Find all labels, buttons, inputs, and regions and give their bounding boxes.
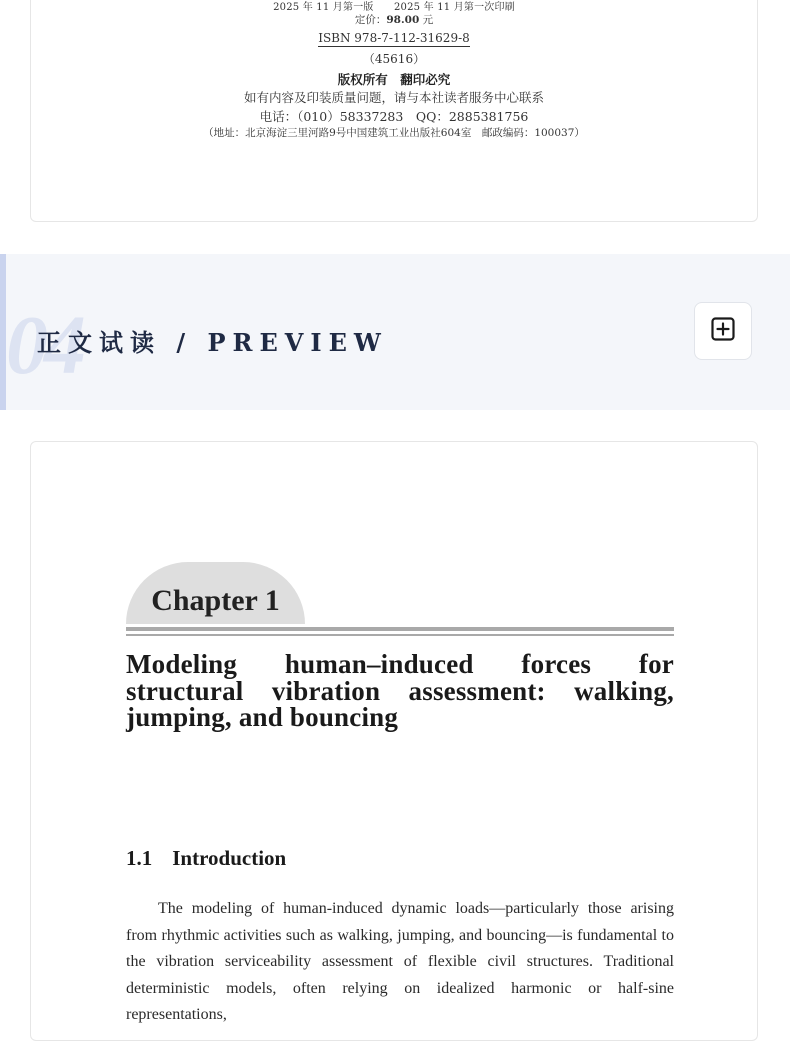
- section-number: 04: [6, 299, 82, 392]
- contact-notice: 如有内容及印装质量问题，请与本社读者服务中心联系: [243, 90, 544, 105]
- copyright-card: [30, 0, 758, 222]
- section-title: 正文试读 / PREVIEW: [37, 328, 388, 357]
- preview-page: [30, 441, 758, 1041]
- price-line: [31, 12, 757, 27]
- edition-line: 2025 年 11 月第一版 2025 年 11 月第一次印刷: [273, 2, 515, 13]
- rights-notice: 版权所有 翻印必究: [337, 72, 451, 87]
- section-heading-number: 1.1: [126, 846, 153, 870]
- isbn-line: [31, 31, 757, 45]
- expand-button[interactable]: [694, 302, 752, 360]
- section-heading: [126, 845, 286, 871]
- chapter-rule-thick: [126, 627, 674, 631]
- chapter-rule-thin: [126, 634, 674, 636]
- body-paragraph: The modeling of human-induced dynamic loads—particularly those arising from rhythmic activities such as walking, jumping, and bouncing—is fundamental to the vibration serviceability assessment of flexible civil structures. Traditional deterministic models, often relying on idealized harmonic or half-sine representations,: [126, 900, 674, 1023]
- price-label: 定价：: [354, 14, 387, 26]
- plus-square-icon: [710, 316, 736, 346]
- section-heading-title: Introduction: [172, 846, 287, 870]
- isbn: ISBN 978-7-112-31629-8: [318, 31, 470, 45]
- address-line: （地址：北京海淀三里河路9号中国建筑工业出版社604室 邮政编码：100037）: [203, 127, 585, 139]
- price-unit: 元: [419, 14, 434, 26]
- section-header: [0, 254, 790, 410]
- chapter-title: Modeling human–induced forces for structural vibration assessment: walking, jumping, and bouncing: [126, 649, 674, 732]
- price-value: 98.00: [386, 14, 420, 26]
- phone-line: 电话：（010）58337283 QQ：2885381756: [259, 109, 529, 124]
- book-code: （45616）: [362, 52, 426, 66]
- chapter-label: Chapter 1: [151, 584, 280, 617]
